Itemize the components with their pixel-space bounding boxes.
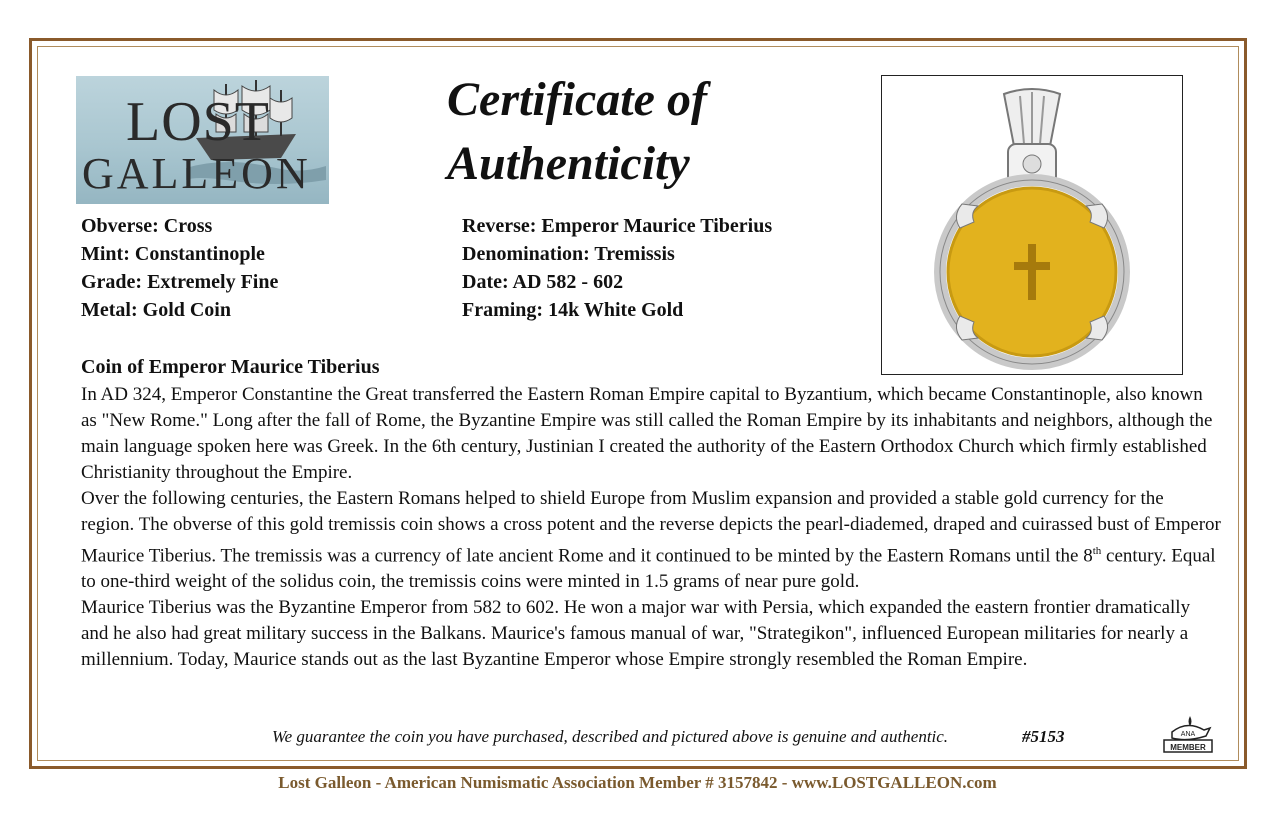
ana-badge-bottom-text: MEMBER xyxy=(1170,743,1206,752)
spec-date: Date: AD 582 - 602 xyxy=(462,271,624,293)
spec-obverse: Obverse: Cross xyxy=(81,215,213,237)
spec-framing: Framing: 14k White Gold xyxy=(462,299,684,321)
ordinal-suffix: th xyxy=(1092,545,1102,557)
coin-pendant-image xyxy=(882,76,1182,374)
logo-text-lost: LOST xyxy=(126,91,270,153)
specs-right-column xyxy=(462,212,772,324)
lost-galleon-logo xyxy=(76,76,329,204)
section-heading: Coin of Emperor Maurice Tiberius xyxy=(81,356,380,378)
paragraph-coin-part1: Over the following centuries, the Eastern Romans helped to shield Europe from Muslim expansion and provided a stable gold currency for the region. The obverse of this gold tremissis coin shows a cross potent and the reverse depicts the pearl-diademed, draped and cuirassed bust of Emperor Maurice Tiberius. The tremissis was a currency of late ancient Rome and it continued to be minted by the Eastern Romans until the 8 xyxy=(81,488,1221,567)
ana-badge-top-text: ANA xyxy=(1180,731,1196,738)
certificate-number: #5153 xyxy=(1022,727,1065,746)
paragraph-history: In AD 324, Emperor Constantine the Great transferred the Eastern Roman Empire capital to Byzantium, which became Constantinople, also known as "New Rome." Long after the fall of Rome, the Byzantine Empire was still called the Roman Empire by its inhabitants and neighbors, although the main language spoken here was Greek. In the 6th century, Justinian I created the authority of the Eastern Orthodox Church which firmly established Christianity throughout the Empire. xyxy=(81,384,1213,483)
spec-denomination: Denomination: Tremissis xyxy=(462,243,675,265)
coin-pendant-photo xyxy=(881,75,1183,375)
spec-reverse: Reverse: Emperor Maurice Tiberius xyxy=(462,215,773,237)
paragraph-emperor: Maurice Tiberius was the Byzantine Emperor from 582 to 602. He won a major war with Persia, which expanded the eastern frontier dramatically and he also had great military success in the Balkans. Maurice's famous manual of war, "Strategikon", influenced European militaries for nearly a millennium. Today, Maurice stands out as the last Byzantine Emperor whose Empire strongly resembled the Roman Empire. xyxy=(81,597,1191,671)
title-line-1: Certificate of xyxy=(447,73,707,126)
title-line-2: Authenticity xyxy=(447,137,690,190)
spec-metal: Metal: Gold Coin xyxy=(81,299,231,321)
paragraph-coin-part2: century. Equal to one-third weight of the solidus coin, the tremissis coins were minted in 1.5 grams of near pure gold. xyxy=(81,545,1216,593)
logo-text-galleon: GALLEON xyxy=(82,149,311,198)
oil-lamp-icon xyxy=(1152,710,1222,756)
ana-member-badge xyxy=(1152,710,1222,756)
guarantee-statement: We guarantee the coin you have purchased, described and pictured above is genuine and authentic. xyxy=(272,727,949,746)
footer-line: Lost Galleon - American Numismatic Association Member # 3157842 - www.LOSTGALLEON.com xyxy=(278,773,997,792)
specs-left-column xyxy=(81,212,278,324)
spec-grade: Grade: Extremely Fine xyxy=(81,271,279,293)
spec-mint: Mint: Constantinople xyxy=(81,243,265,265)
certificate-title xyxy=(447,68,707,196)
paragraph-coin xyxy=(81,486,1221,595)
description-body xyxy=(81,382,1221,673)
